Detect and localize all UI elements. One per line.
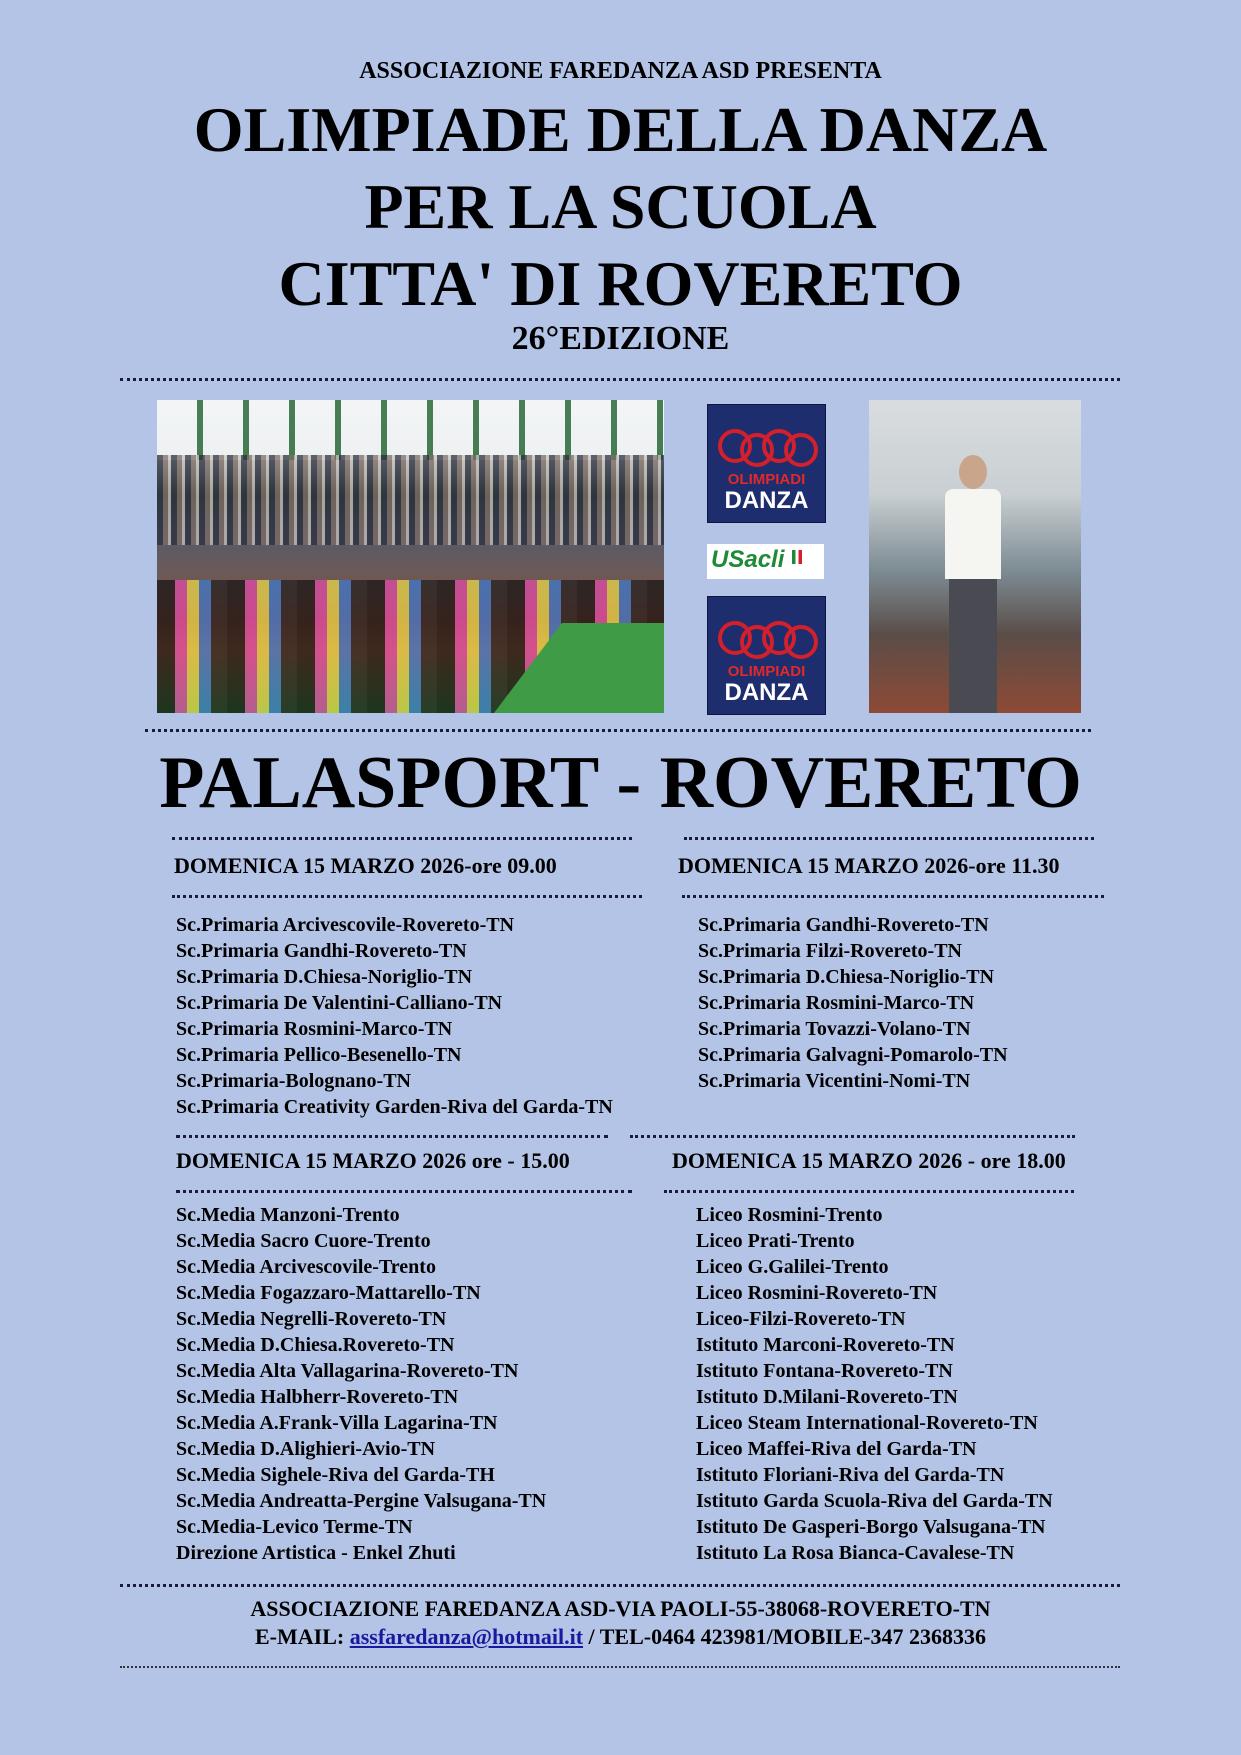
logo-text-danza: DANZA [724,679,809,706]
session-2-school-list [698,912,1008,1094]
session-1-school-list [176,912,613,1120]
list-item: Istituto Marconi-Rovereto-TN [696,1334,955,1356]
email-label: E-MAIL: [254,1624,345,1649]
speaker-photo [869,400,1081,713]
list-item: Sc.Media D.Alighieri-Avio-TN [176,1438,436,1460]
logo-text-olimpiadi: OLIMPIADI [727,471,806,488]
list-item: Istituto La Rosa Bianca-Cavalese-TN [696,1542,1015,1564]
sports-hall-photo [157,400,664,713]
italy-flag-icon [792,550,802,564]
list-item: Sc.Primaria Arcivescovile-Rovereto-TN [176,914,515,936]
list-item: Sc.Primaria D.Chiesa-Noriglio-TN [176,966,473,988]
list-item: Sc.Primaria Galvagni-Pomarolo-TN [698,1044,1008,1066]
event-title-line-3: CITTA' DI ROVERETO [278,248,963,319]
list-item: Sc.Media-Levico Terme-TN [176,1516,413,1538]
list-item: Sc.Media Alta Vallagarina-Rovereto-TN [176,1360,519,1382]
session-1-heading: DOMENICA 15 MARZO 2026-ore 09.00 [174,853,557,878]
list-item: Sc.Primaria Gandhi-Rovereto-TN [176,940,467,962]
olimpiadi-danza-logo [707,404,826,523]
dotted-divider [120,1666,1120,1668]
footer-address: ASSOCIAZIONE FAREDANZA ASD-VIA PAOLI-55-38068-ROVERETO-TN [250,1596,991,1621]
email-link[interactable]: assfaredanza@hotmail.it [349,1624,584,1649]
list-item: Sc.Primaria-Bolognano-TN [176,1070,411,1092]
list-item: Sc.Primaria Rosmini-Marco-TN [176,1018,453,1040]
dotted-divider [630,1135,1075,1138]
event-title-line-2: PER LA SCUOLA [364,171,877,242]
list-item: Sc.Primaria Creativity Garden-Riva del Garda-TN [176,1096,613,1118]
list-item: Sc.Media Negrelli-Rovereto-TN [176,1308,447,1330]
list-item: Liceo Rosmini-Rovereto-TN [696,1282,938,1304]
list-item: Liceo Maffei-Riva del Garda-TN [696,1438,977,1460]
venue-title: PALASPORT - ROVERETO [159,742,1082,824]
list-item: Sc.Media Fogazzaro-Mattarello-TN [176,1282,481,1304]
list-item: Sc.Primaria Filzi-Rovereto-TN [698,940,962,962]
us-acli-logo-text: USacli [711,546,785,573]
list-item: Istituto Fontana-Rovereto-TN [696,1360,953,1382]
logo-text-olimpiadi: OLIMPIADI [727,663,806,680]
logo-text-danza: DANZA [724,487,809,514]
list-item: Sc.Primaria D.Chiesa-Noriglio-TN [698,966,995,988]
session-3-school-list [176,1202,546,1566]
list-item: Sc.Media A.Frank-Villa Lagarina-TN [176,1412,498,1434]
session-4-heading: DOMENICA 15 MARZO 2026 - ore 18.00 [672,1148,1066,1173]
list-item: Istituto Garda Scuola-Riva del Garda-TN [696,1490,1053,1512]
dotted-divider [120,378,1120,381]
phone-numbers: / TEL-0464 423981/MOBILE-347 2368336 [588,1624,987,1649]
list-item: Liceo Steam International-Rovereto-TN [696,1412,1038,1434]
list-item: Sc.Media Halbherr-Rovereto-TN [176,1386,459,1408]
list-item: Sc.Primaria Pellico-Besenello-TN [176,1044,462,1066]
list-item: Liceo Prati-Trento [696,1230,855,1252]
edition-label: 26°EDIZIONE [511,320,730,357]
dotted-divider [172,895,642,898]
list-item: Sc.Media Andreatta-Pergine Valsugana-TN [176,1490,547,1512]
list-item: Sc.Media Sacro Cuore-Trento [176,1230,431,1252]
footer-contacts [0,1624,1241,1650]
session-2-heading: DOMENICA 15 MARZO 2026-ore 11.30 [678,853,1060,878]
dotted-divider [684,837,1094,840]
list-item: Istituto De Gasperi-Borgo Valsugana-TN [696,1516,1046,1538]
dotted-divider [664,1190,1074,1193]
list-item: Istituto Floriani-Riva del Garda-TN [696,1464,1005,1486]
olimpiadi-danza-logo [707,596,826,715]
us-acli-logo [707,544,824,579]
list-item: Direzione Artistica - Enkel Zhuti [176,1542,456,1564]
list-item: Sc.Media Manzoni-Trento [176,1204,400,1226]
list-item: Liceo G.Galilei-Trento [696,1256,889,1278]
session-3-heading: DOMENICA 15 MARZO 2026 ore - 15.00 [176,1148,570,1173]
dotted-divider [120,1584,1120,1587]
list-item: Sc.Primaria Rosmini-Marco-TN [698,992,975,1014]
list-item: Liceo Rosmini-Trento [696,1204,883,1226]
dotted-divider [682,895,1104,898]
list-item: Sc.Media Arcivescovile-Trento [176,1256,436,1278]
dotted-divider [172,837,632,840]
list-item: Sc.Media Sighele-Riva del Garda-TH [176,1464,495,1486]
dotted-divider [176,1190,632,1193]
event-title-line-1: OLIMPIADE DELLA DANZA [193,94,1048,165]
list-item: Sc.Primaria Gandhi-Rovereto-TN [698,914,989,936]
session-4-school-list [696,1202,1053,1566]
list-item: Sc.Primaria Vicentini-Nomi-TN [698,1070,971,1092]
dotted-divider [176,1135,608,1138]
list-item: Istituto D.Milani-Rovereto-TN [696,1386,958,1408]
presenter-line: ASSOCIAZIONE FAREDANZA ASD PRESENTA [359,58,882,84]
list-item: Sc.Primaria Tovazzi-Volano-TN [698,1018,971,1040]
list-item: Sc.Media D.Chiesa.Rovereto-TN [176,1334,455,1356]
dotted-divider [145,729,1091,732]
list-item: Liceo-Filzi-Rovereto-TN [696,1308,906,1330]
list-item: Sc.Primaria De Valentini-Calliano-TN [176,992,503,1014]
